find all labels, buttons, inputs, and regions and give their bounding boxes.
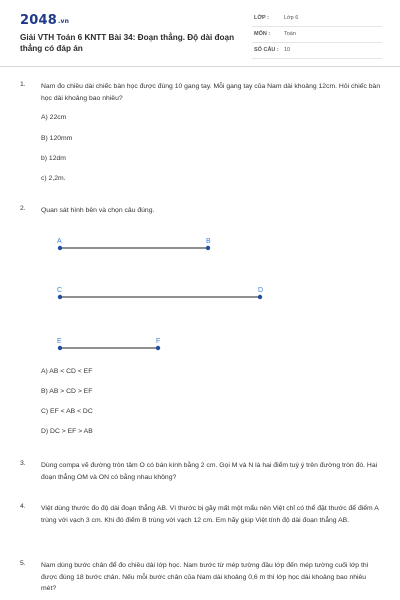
point-e (58, 346, 62, 350)
label-c: C (57, 287, 63, 294)
option-d[interactable]: D) DC > EF > AB (41, 428, 93, 435)
option-c[interactable]: C) EF < AB < DC (41, 408, 93, 415)
point-f (156, 346, 160, 350)
question-text: Việt dùng thước đo độ dài đoạn thẳng AB. Vì thước bị gãy mất một mẩu nên Việt chỉ có thể đặt thước để điểm A trùng với vạch 3 cm. Khi đó điểm B trùng với vạch 12 cm. Em hãy giúp Việt tính độ dài đoạn thẳng AB. (41, 505, 379, 524)
option-a[interactable]: A) 22cm (41, 114, 67, 121)
question-number: 2. (20, 205, 26, 212)
meta-value: 10 (284, 47, 291, 53)
meta-value: Lớp 6 (284, 15, 299, 21)
option-a[interactable]: A) AB < CD < EF (41, 368, 93, 375)
meta-row-class (252, 12, 382, 27)
logo-suffix: .vn (57, 18, 70, 25)
label-e: E (57, 338, 62, 345)
meta-key: MÔN : (254, 31, 271, 37)
point-d (258, 295, 262, 299)
document-title: Giải VTH Toán 6 KNTT Bài 34: Đoạn thẳng. Độ dài đoạn thẳng có đáp án (20, 33, 235, 53)
label-d: D (258, 287, 264, 294)
point-a (58, 246, 62, 250)
question-text: Nam đo chiều dài chiếc bàn học được đúng 10 gang tay. Mỗi gang tay của Nam dài khoảng 12cm. Hỏi chiếc bàn học dài khoảng bao nhiêu? (41, 83, 381, 102)
label-b: B (206, 238, 211, 245)
question-number: 3. (20, 460, 26, 467)
label-a: A (57, 238, 62, 245)
meta-info (252, 12, 382, 60)
option-c[interactable]: b) 12dm (41, 155, 66, 162)
header (0, 0, 400, 67)
segments-figure (48, 230, 278, 360)
option-b[interactable]: B) 120mm (41, 135, 73, 142)
point-c (58, 295, 62, 299)
question-number: 5. (20, 560, 26, 567)
logo[interactable] (20, 13, 69, 28)
point-b (206, 246, 210, 250)
option-d[interactable]: c) 2,2m. (41, 175, 66, 182)
question-text: Quan sát hình bên và chọn câu đúng. (41, 207, 155, 214)
meta-row-count (252, 44, 382, 59)
meta-row-subject (252, 28, 382, 43)
question-number: 4. (20, 503, 26, 510)
meta-key: SỐ CÂU : (254, 47, 279, 53)
label-f: F (156, 338, 161, 345)
logo-text: 2048 (20, 13, 57, 28)
meta-key: LỚP : (254, 15, 269, 21)
question-number: 1. (20, 81, 26, 88)
meta-value: Toán (284, 31, 296, 37)
option-b[interactable]: B) AB > CD > EF (41, 388, 93, 395)
question-text: Dùng compa vẽ đường tròn tâm O có bán kính bằng 2 cm. Gọi M và N là hai điểm tuỳ ý trên đường tròn đó. Hai đoạn thẳng OM và ON có bằng nhau không? (41, 462, 378, 481)
question-text: Nam dùng bước chân để đo chiều dài lớp học. Nam bước từ mép tường đầu lớp đến mép tường cuối lớp thì được đúng 18 bước chân. Nếu mỗi bước chân của Nam dài khoảng 0,6 m thì lớp học dài khoảng bao nhiêu mét? (41, 562, 369, 592)
